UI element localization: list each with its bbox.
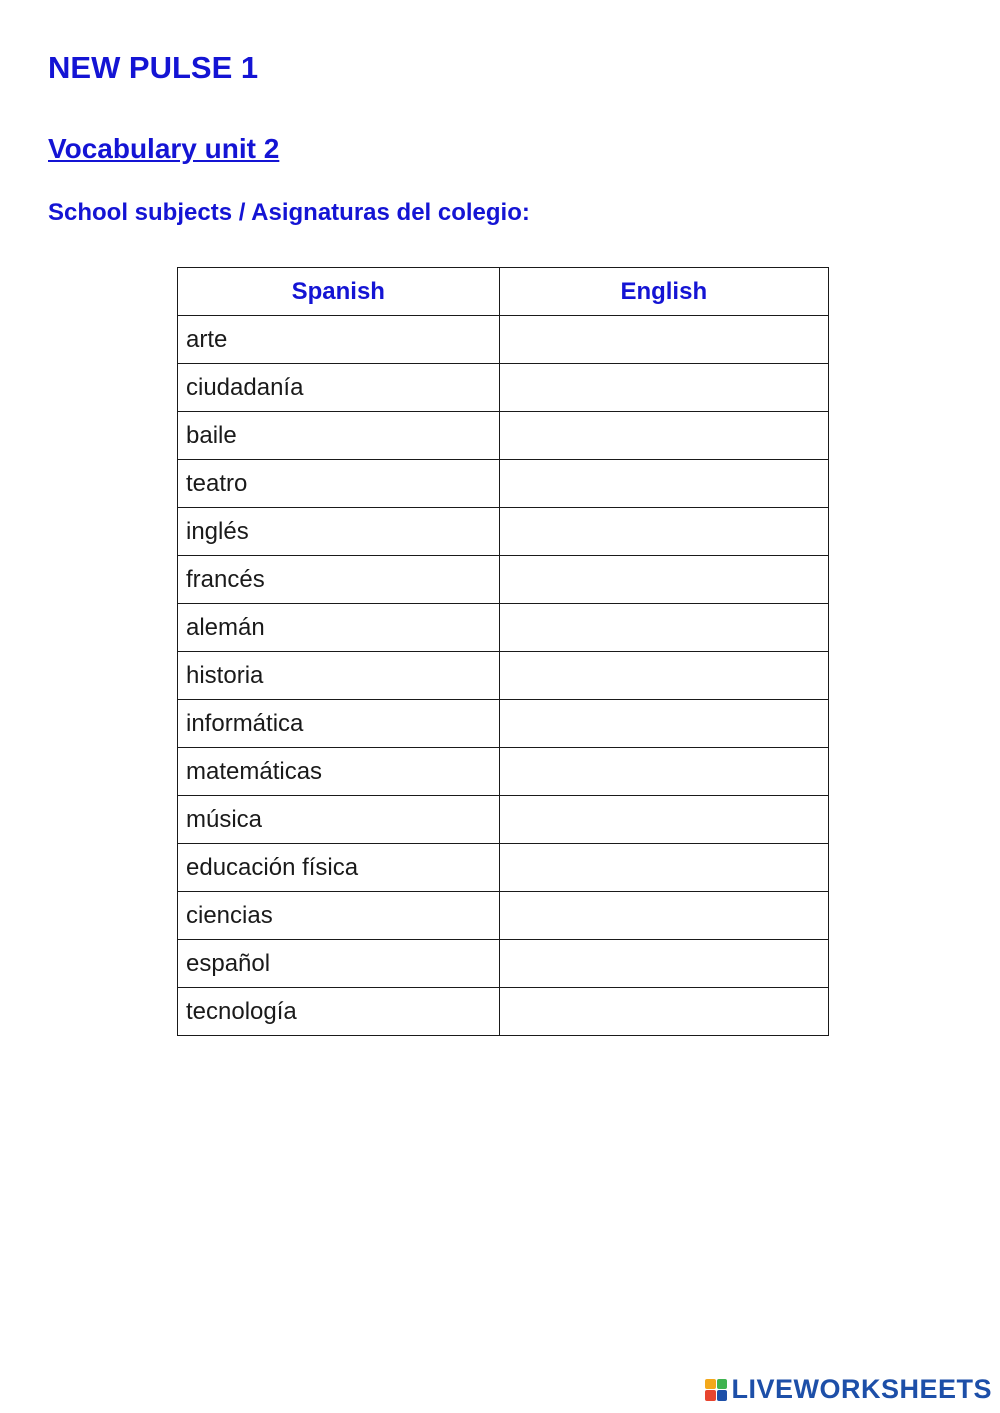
table-row [178,940,829,988]
english-answer-cell[interactable] [499,316,828,364]
logo-text: LIVEWORKSHEETS [731,1374,992,1404]
english-answer-cell[interactable] [499,604,828,652]
table-row [178,700,829,748]
english-answer-cell[interactable] [499,892,828,940]
english-answer-cell[interactable] [499,700,828,748]
spanish-word-cell: tecnología [178,988,500,1036]
table-row [178,316,829,364]
table-header-row [178,268,829,316]
english-answer-cell[interactable] [499,412,828,460]
table-row [178,652,829,700]
spanish-word-cell: teatro [178,460,500,508]
page-title: NEW PULSE 1 [48,50,259,85]
table-row [178,844,829,892]
english-answer-cell[interactable] [499,460,828,508]
spanish-word-cell: música [178,796,500,844]
english-answer-cell[interactable] [499,652,828,700]
english-answer-cell[interactable] [499,748,828,796]
english-answer-cell[interactable] [499,844,828,892]
english-answer-cell[interactable] [499,796,828,844]
spanish-word-cell: matemáticas [178,748,500,796]
english-answer-cell[interactable] [499,988,828,1036]
english-answer-cell[interactable] [499,364,828,412]
table-row [178,604,829,652]
english-answer-cell[interactable] [499,508,828,556]
table-row [178,460,829,508]
table-row [178,796,829,844]
header-english: English [499,268,828,316]
unit-subtitle: Vocabulary unit 2 [48,133,280,164]
header-spanish: Spanish [178,268,500,316]
spanish-word-cell: ciencias [178,892,500,940]
table-row [178,892,829,940]
english-answer-cell[interactable] [499,940,828,988]
spanish-word-cell: francés [178,556,500,604]
spanish-word-cell: informática [178,700,500,748]
liveworksheets-logo-icon [705,1379,727,1401]
spanish-word-cell: inglés [178,508,500,556]
spanish-word-cell: arte [178,316,500,364]
spanish-word-cell: educación física [178,844,500,892]
table-row [178,412,829,460]
english-answer-cell[interactable] [499,556,828,604]
liveworksheets-logo [705,1374,992,1405]
section-heading: School subjects / Asignaturas del colegio: [48,199,530,226]
table-row [178,364,829,412]
spanish-word-cell: español [178,940,500,988]
spanish-word-cell: historia [178,652,500,700]
spanish-word-cell: baile [178,412,500,460]
table-row [178,508,829,556]
spanish-word-cell: alemán [178,604,500,652]
table-row [178,748,829,796]
vocabulary-table [177,267,829,1036]
table-row [178,556,829,604]
table-row [178,988,829,1036]
spanish-word-cell: ciudadanía [178,364,500,412]
